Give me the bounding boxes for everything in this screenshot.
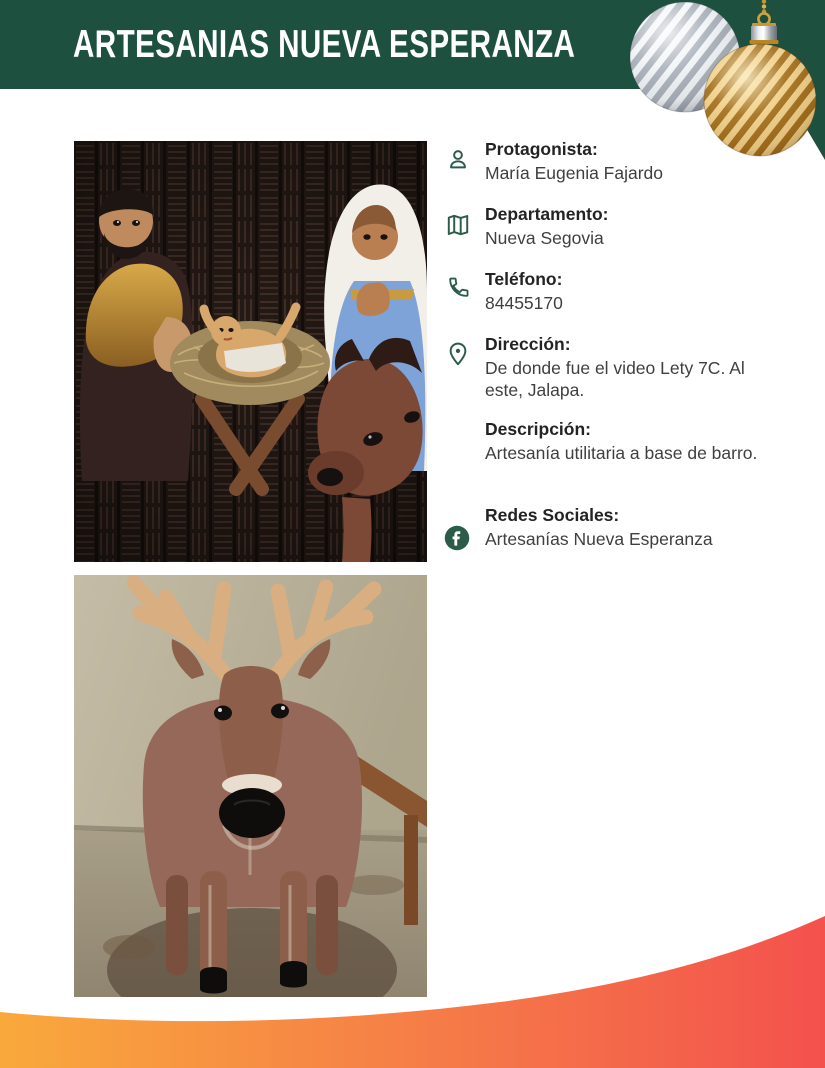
info-field-descripcion: [485, 419, 761, 464]
info-field-departamento: [485, 204, 761, 249]
bottom-wave: [0, 900, 825, 1068]
field-value: Artesanías Nueva Esperanza: [485, 529, 713, 549]
field-value: De donde fue el video Lety 7C. Al este, Jalapa.: [485, 358, 745, 400]
field-label: Descripción:: [485, 419, 591, 439]
ornament-chain: [758, 0, 769, 25]
person-icon: [445, 147, 471, 173]
field-label: Departamento:: [485, 204, 609, 224]
photo-nativity: [74, 141, 427, 562]
page-title: ARTESANIAS NUEVA ESPERANZA: [73, 22, 576, 66]
field-label: Protagonista:: [485, 139, 598, 159]
info-field-protagonista: [485, 139, 761, 184]
info-field-redes: [485, 505, 761, 550]
facebook-icon: [444, 525, 470, 551]
field-value: 84455170: [485, 293, 563, 313]
phone-icon: [445, 274, 471, 300]
field-value: María Eugenia Fajardo: [485, 163, 664, 183]
field-label: Teléfono:: [485, 269, 563, 289]
field-label: Redes Sociales:: [485, 505, 620, 525]
map-icon: [445, 212, 471, 238]
field-value: Artesanía utilitaria a base de barro.: [485, 443, 758, 463]
field-value: Nueva Segovia: [485, 228, 604, 248]
info-field-telefono: [485, 269, 761, 314]
ornament-cap: [750, 23, 779, 44]
info-field-direccion: [485, 334, 761, 401]
field-label: Dirección:: [485, 334, 571, 354]
location-pin-icon: [445, 341, 471, 367]
